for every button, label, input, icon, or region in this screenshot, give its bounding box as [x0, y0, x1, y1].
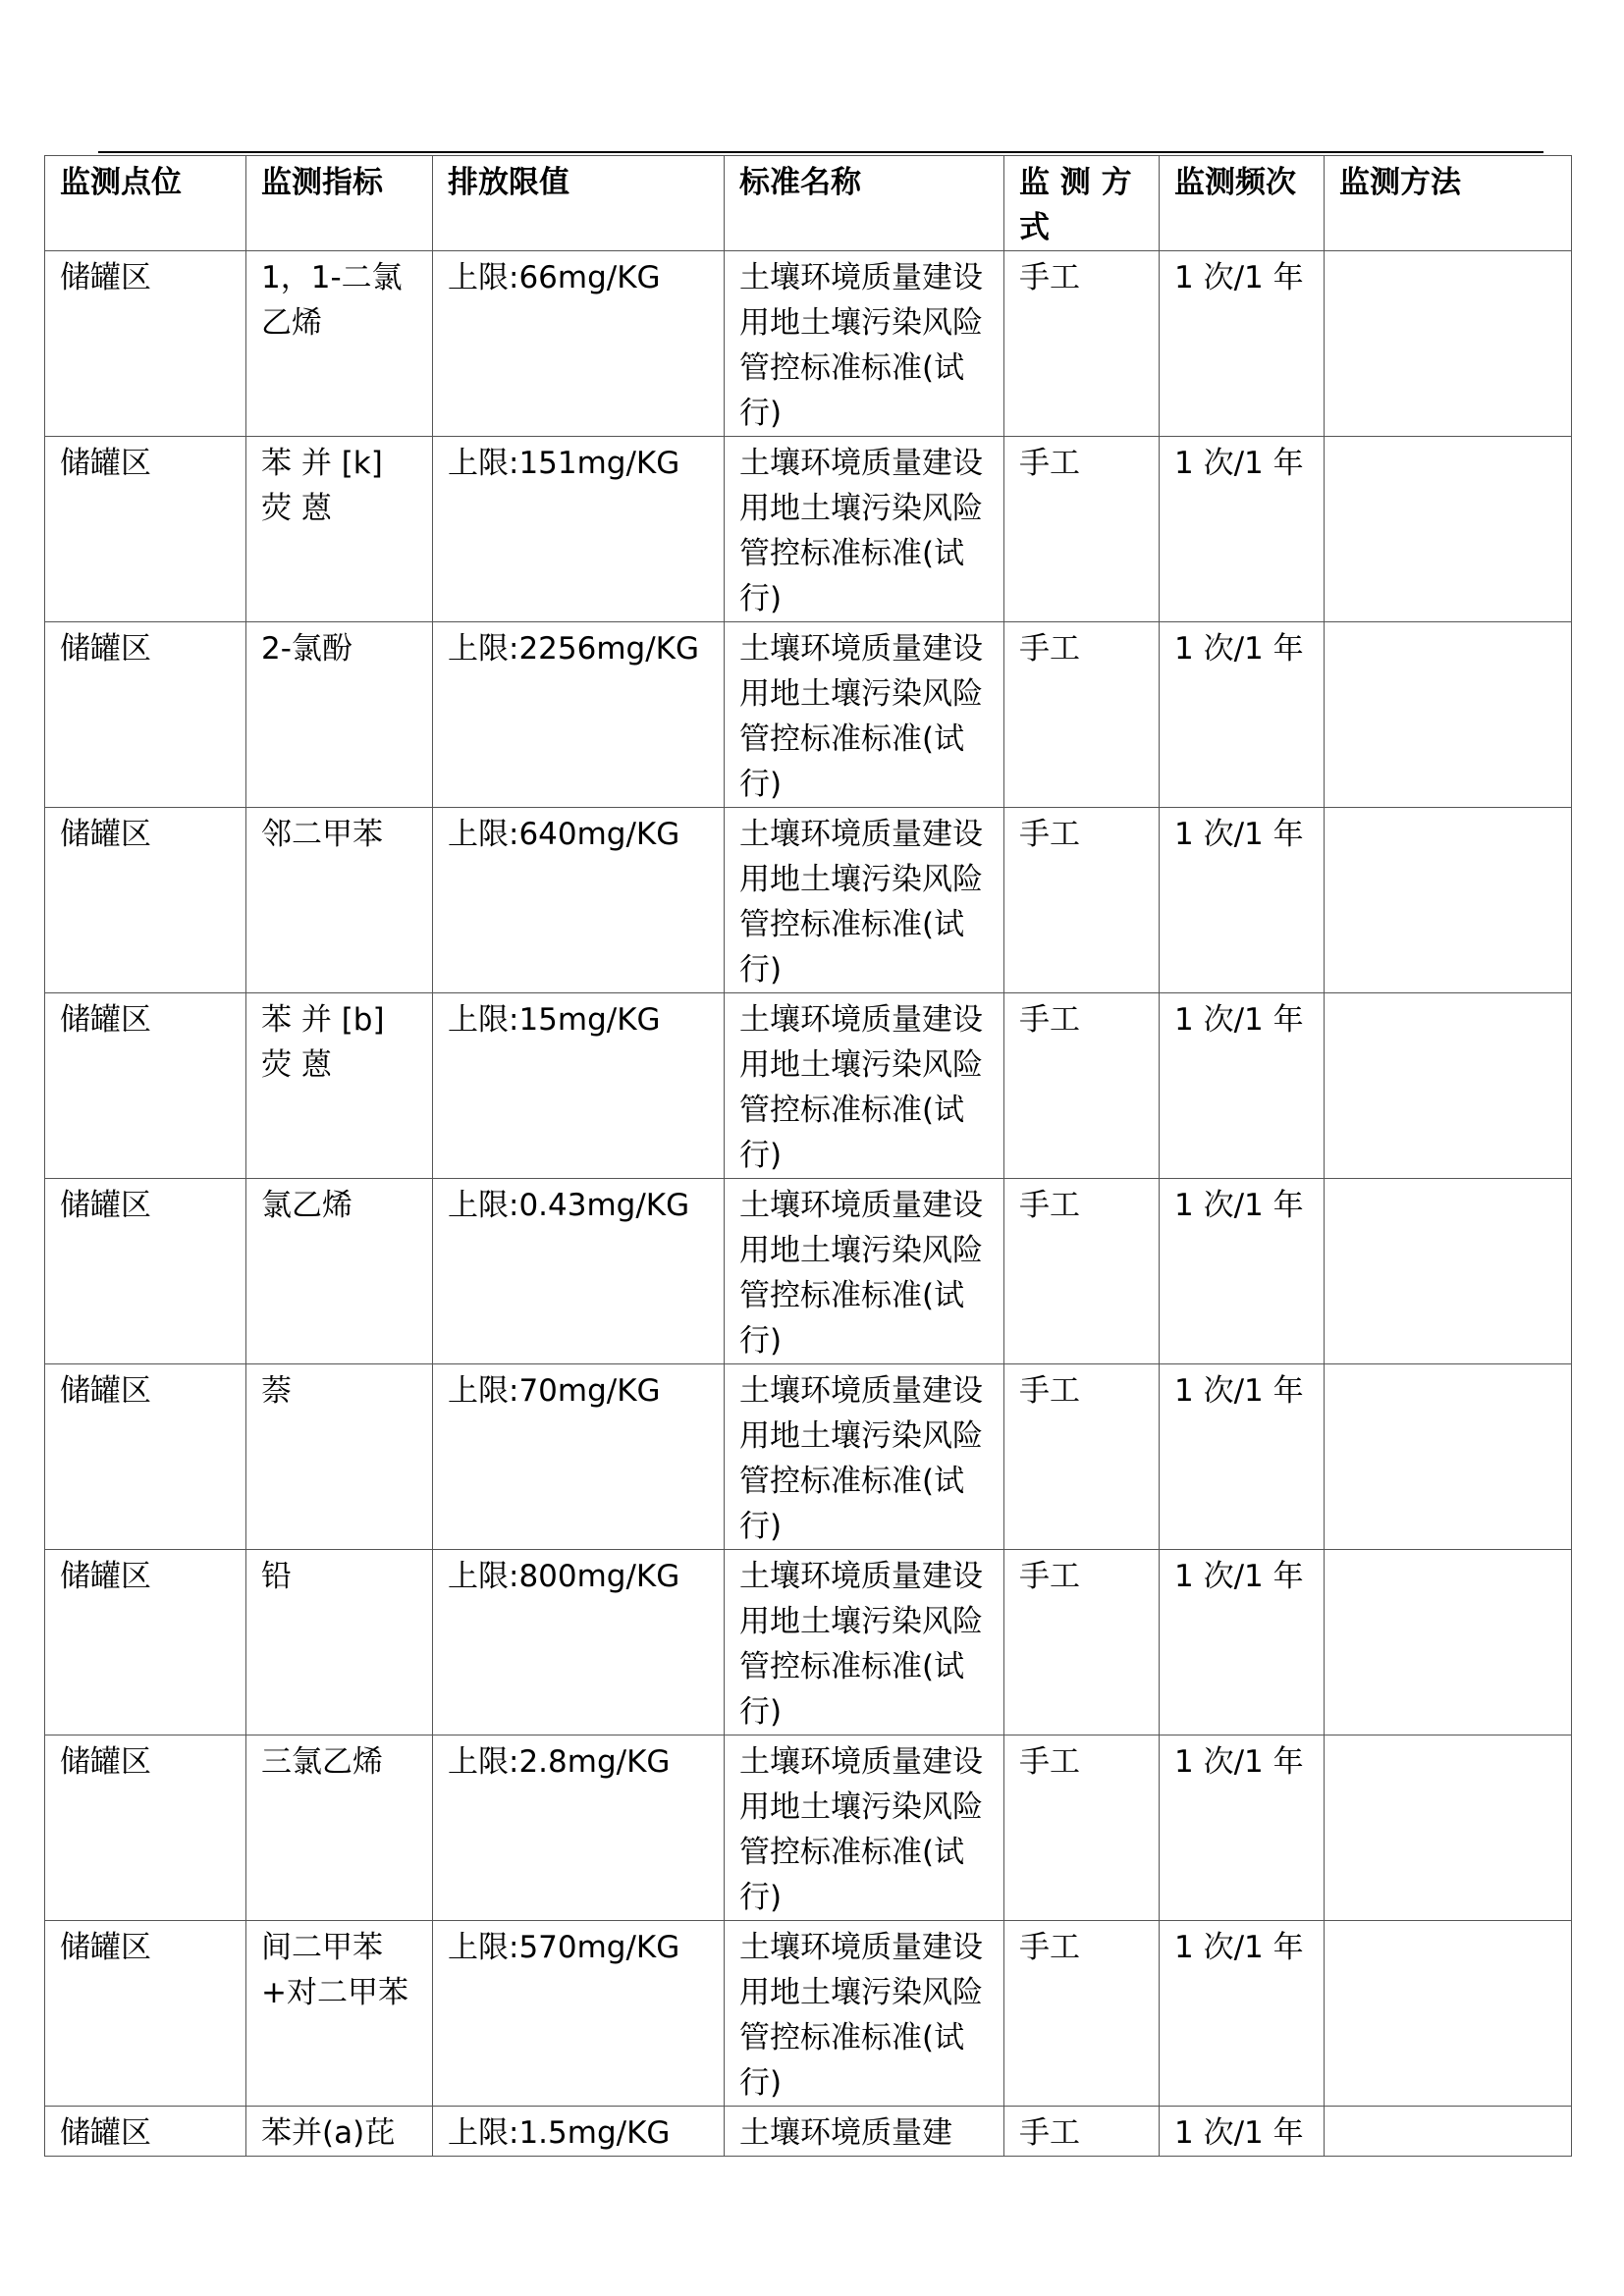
cell-method — [1325, 622, 1572, 808]
cell-location: 储罐区 — [45, 1921, 246, 2107]
cell-method — [1325, 2107, 1572, 2157]
cell-mode: 手工 — [1004, 1550, 1160, 1735]
cell-mode: 手工 — [1004, 1921, 1160, 2107]
header-location: 监测点位 — [45, 156, 246, 251]
table-row — [45, 622, 1572, 808]
monitoring-table — [44, 155, 1572, 2157]
header-standard: 标准名称 — [725, 156, 1004, 251]
header-indicator: 监测指标 — [246, 156, 433, 251]
cell-indicator: 三氯乙烯 — [246, 1735, 433, 1921]
cell-method — [1325, 251, 1572, 437]
cell-standard: 土壤环境质量建 — [725, 2107, 1004, 2157]
cell-frequency: 1 次/1 年 — [1160, 2107, 1325, 2157]
table-row — [45, 1921, 1572, 2107]
cell-indicator: 铅 — [246, 1550, 433, 1735]
table-row — [45, 2107, 1572, 2157]
table-row — [45, 993, 1572, 1179]
cell-location: 储罐区 — [45, 2107, 246, 2157]
header-frequency: 监测频次 — [1160, 156, 1325, 251]
cell-location: 储罐区 — [45, 1550, 246, 1735]
cell-mode: 手工 — [1004, 2107, 1160, 2157]
cell-limit: 上限:151mg/KG — [433, 437, 725, 622]
header-method: 监测方法 — [1325, 156, 1572, 251]
table-row — [45, 1735, 1572, 1921]
cell-method — [1325, 1921, 1572, 2107]
cell-standard: 土壤环境质量建设用地土壤污染风险管控标准标准(试行) — [725, 251, 1004, 437]
cell-method — [1325, 437, 1572, 622]
cell-standard: 土壤环境质量建设用地土壤污染风险管控标准标准(试行) — [725, 1364, 1004, 1550]
cell-method — [1325, 1735, 1572, 1921]
cell-limit: 上限:70mg/KG — [433, 1364, 725, 1550]
cell-limit: 上限:800mg/KG — [433, 1550, 725, 1735]
table-body — [45, 251, 1572, 2157]
cell-location: 储罐区 — [45, 993, 246, 1179]
table-header-row — [45, 156, 1572, 251]
cell-standard: 土壤环境质量建设用地土壤污染风险管控标准标准(试行) — [725, 808, 1004, 993]
cell-indicator: 苯并(a)芘 — [246, 2107, 433, 2157]
cell-mode: 手工 — [1004, 1364, 1160, 1550]
cell-location: 储罐区 — [45, 808, 246, 993]
cell-frequency: 1 次/1 年 — [1160, 437, 1325, 622]
cell-mode: 手工 — [1004, 251, 1160, 437]
cell-indicator: 1，1-二氯乙烯 — [246, 251, 433, 437]
table-row — [45, 251, 1572, 437]
cell-indicator: 2-氯酚 — [246, 622, 433, 808]
cell-standard: 土壤环境质量建设用地土壤污染风险管控标准标准(试行) — [725, 437, 1004, 622]
cell-method — [1325, 808, 1572, 993]
cell-mode: 手工 — [1004, 622, 1160, 808]
cell-mode: 手工 — [1004, 1735, 1160, 1921]
cell-standard: 土壤环境质量建设用地土壤污染风险管控标准标准(试行) — [725, 1921, 1004, 2107]
cell-frequency: 1 次/1 年 — [1160, 622, 1325, 808]
cell-location: 储罐区 — [45, 437, 246, 622]
cell-frequency: 1 次/1 年 — [1160, 251, 1325, 437]
cell-limit: 上限:15mg/KG — [433, 993, 725, 1179]
cell-indicator: 苯 并 [b] 荧 蒽 — [246, 993, 433, 1179]
cell-frequency: 1 次/1 年 — [1160, 1735, 1325, 1921]
table-row — [45, 437, 1572, 622]
cell-mode: 手工 — [1004, 808, 1160, 993]
cell-mode: 手工 — [1004, 993, 1160, 1179]
table-row — [45, 1179, 1572, 1364]
cell-indicator: 氯乙烯 — [246, 1179, 433, 1364]
cell-location: 储罐区 — [45, 1179, 246, 1364]
table-row — [45, 808, 1572, 993]
cell-frequency: 1 次/1 年 — [1160, 808, 1325, 993]
table-row — [45, 1550, 1572, 1735]
table-row — [45, 1364, 1572, 1550]
cell-location: 储罐区 — [45, 1735, 246, 1921]
cell-method — [1325, 1364, 1572, 1550]
cell-standard: 土壤环境质量建设用地土壤污染风险管控标准标准(试行) — [725, 1735, 1004, 1921]
cell-indicator: 苯 并 [k] 荧 蒽 — [246, 437, 433, 622]
cell-limit: 上限:0.43mg/KG — [433, 1179, 725, 1364]
cell-indicator: 邻二甲苯 — [246, 808, 433, 993]
cell-frequency: 1 次/1 年 — [1160, 1550, 1325, 1735]
cell-location: 储罐区 — [45, 622, 246, 808]
cell-location: 储罐区 — [45, 251, 246, 437]
cell-limit: 上限:2.8mg/KG — [433, 1735, 725, 1921]
header-rule — [98, 151, 1543, 153]
cell-location: 储罐区 — [45, 1364, 246, 1550]
cell-standard: 土壤环境质量建设用地土壤污染风险管控标准标准(试行) — [725, 1550, 1004, 1735]
header-limit: 排放限值 — [433, 156, 725, 251]
cell-limit: 上限:1.5mg/KG — [433, 2107, 725, 2157]
cell-frequency: 1 次/1 年 — [1160, 1364, 1325, 1550]
cell-limit: 上限:640mg/KG — [433, 808, 725, 993]
cell-limit: 上限:66mg/KG — [433, 251, 725, 437]
cell-limit: 上限:570mg/KG — [433, 1921, 725, 2107]
cell-method — [1325, 1179, 1572, 1364]
cell-standard: 土壤环境质量建设用地土壤污染风险管控标准标准(试行) — [725, 622, 1004, 808]
cell-frequency: 1 次/1 年 — [1160, 1179, 1325, 1364]
cell-standard: 土壤环境质量建设用地土壤污染风险管控标准标准(试行) — [725, 993, 1004, 1179]
cell-method — [1325, 1550, 1572, 1735]
cell-method — [1325, 993, 1572, 1179]
cell-frequency: 1 次/1 年 — [1160, 993, 1325, 1179]
cell-mode: 手工 — [1004, 1179, 1160, 1364]
cell-limit: 上限:2256mg/KG — [433, 622, 725, 808]
cell-indicator: 萘 — [246, 1364, 433, 1550]
header-mode: 监 测 方 式 — [1004, 156, 1160, 251]
cell-standard: 土壤环境质量建设用地土壤污染风险管控标准标准(试行) — [725, 1179, 1004, 1364]
cell-indicator: 间二甲苯+对二甲苯 — [246, 1921, 433, 2107]
cell-mode: 手工 — [1004, 437, 1160, 622]
cell-frequency: 1 次/1 年 — [1160, 1921, 1325, 2107]
